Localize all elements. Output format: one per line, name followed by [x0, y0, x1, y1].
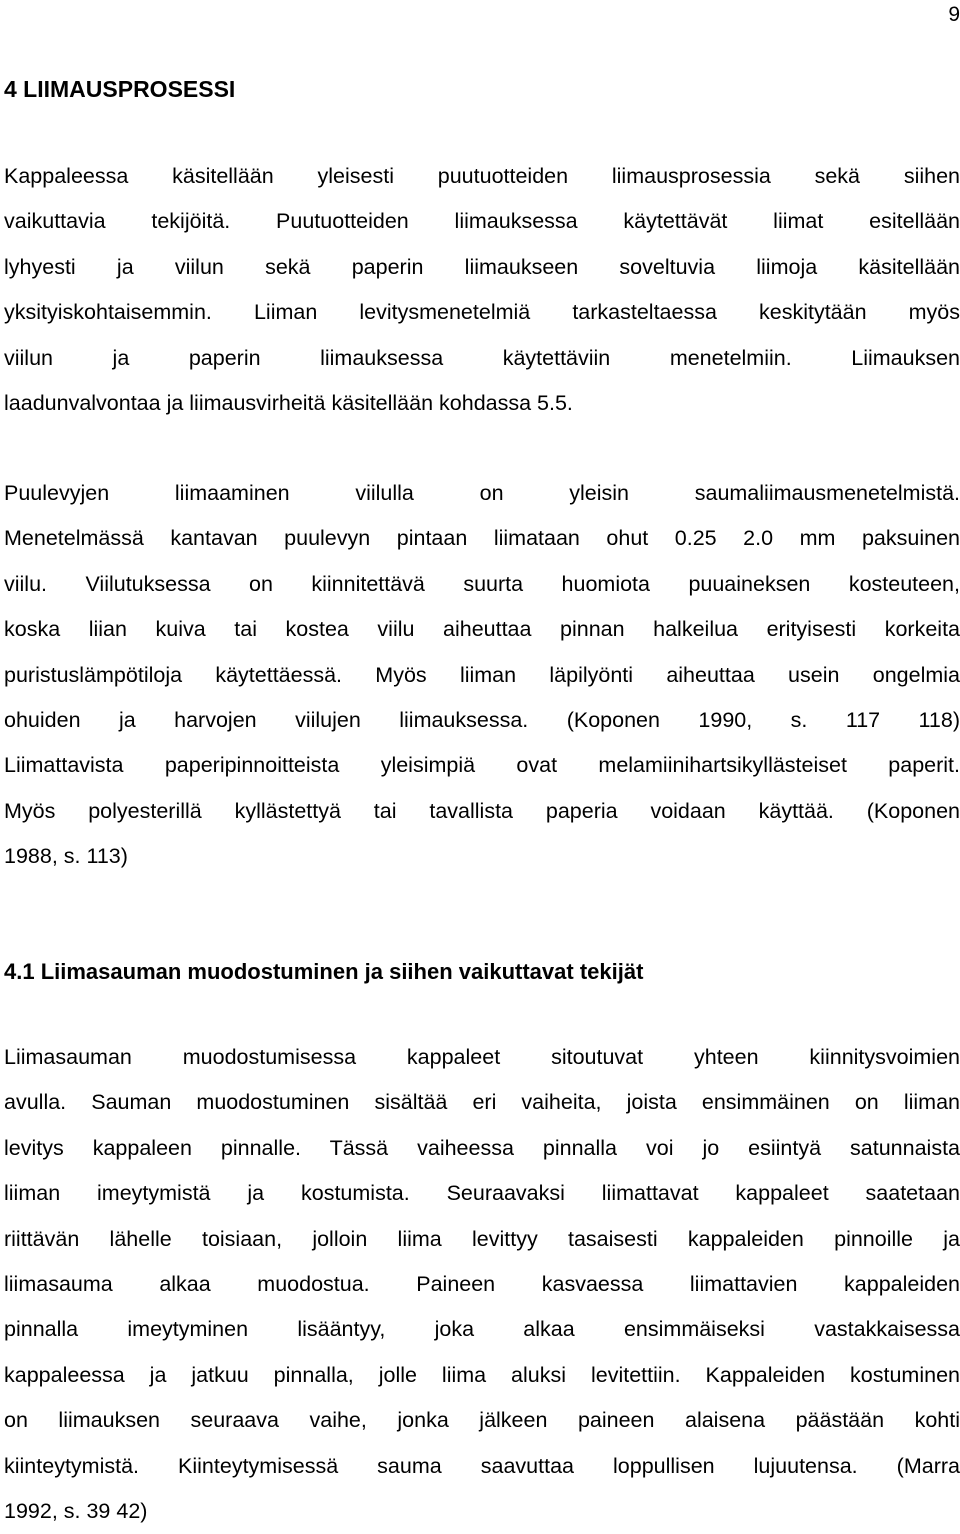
paragraph-line: on liimauksen seuraava vaihe, jonka jälkeen paineen alaisena päästään kohti	[4, 1408, 960, 1433]
paragraph-line: Puulevyjen liimaaminen viilulla on yleisin saumaliimausmenetelmistä.	[4, 481, 960, 505]
paragraph-line: Liimasauman muodostumisessa kappaleet sitoutuvat yhteen kiinnitysvoimien	[4, 1045, 960, 1069]
paragraph-line: 1992, s. 39 42)	[4, 1498, 148, 1523]
paragraph-line: viilun ja paperin liimauksessa käytettäviin menetelmiin. Liimauksen	[4, 345, 960, 370]
page-number: 9	[948, 3, 960, 26]
paragraph-line: kappaleessa ja jatkuu pinnalla, jolle liima aluksi levitettiin. Kappaleiden kostuminen	[4, 1362, 960, 1387]
veneer-paragraph	[4, 471, 960, 880]
paragraph-line: pinnalla imeytyminen lisääntyy, joka alkaa ensimmäiseksi vastakkaisessa	[4, 1317, 960, 1342]
section-title: 4.1 Liimasauman muodostuminen ja siihen vaikuttavat tekijät	[4, 959, 644, 984]
paragraph-line: viilu. Viilutuksessa on kiinnitettävä suurta huomiota puuaineksen kosteuteen,	[4, 571, 960, 596]
paragraph-line: koska liian kuiva tai kostea viilu aiheuttaa pinnan halkeilua erityisesti korkeita	[4, 617, 960, 642]
intro-paragraph	[4, 154, 960, 426]
paragraph-line: Myös polyesterillä kyllästettyä tai tavallista paperia voidaan käyttää. (Koponen	[4, 798, 960, 823]
paragraph-line: avulla. Sauman muodostuminen sisältää eri vaiheita, joista ensimmäinen on liiman	[4, 1090, 960, 1115]
paragraph-line: kiinteytymistä. Kiinteytymisessä sauma saavuttaa loppullisen lujuutensa. (Marra	[4, 1453, 960, 1478]
paragraph-line: laadunvalvontaa ja liimausvirheitä käsitellään kohdassa 5.5.	[4, 390, 573, 415]
paragraph-line: ohuiden ja harvojen viilujen liimauksessa. (Koponen 1990, s. 117 118)	[4, 707, 960, 732]
paragraph-line: Kappaleessa käsitellään yleisesti puutuotteiden liimausprosessia sekä siihen	[4, 164, 960, 188]
chapter-title: 4 LIIMAUSPROSESSI	[4, 76, 236, 102]
paragraph-line: yksityiskohtaisemmin. Liiman levitysmenetelmiä tarkasteltaessa keskitytään myös	[4, 300, 960, 325]
section-paragraph	[4, 1035, 960, 1534]
paragraph-line: liiman imeytymistä ja kostumista. Seuraavaksi liimattavat kappaleet saatetaan	[4, 1181, 960, 1206]
paragraph-line: vaikuttavia tekijöitä. Puutuotteiden liimauksessa käytettävät liimat esitellään	[4, 209, 960, 234]
paragraph-line: riittävän lähelle toisiaan, jolloin liima levittyy tasaisesti kappaleiden pinnoille ja	[4, 1226, 960, 1251]
paragraph-line: Liimattavista paperipinnoitteista yleisimpiä ovat melamiinihartsikyllästeiset paperit.	[4, 753, 960, 778]
paragraph-line: Menetelmässä kantavan puulevyn pintaan liimataan ohut 0.25 2.0 mm paksuinen	[4, 526, 960, 551]
paragraph-line: 1988, s. 113)	[4, 844, 128, 869]
paragraph-line: liimasauma alkaa muodostua. Paineen kasvaessa liimattavien kappaleiden	[4, 1271, 960, 1296]
paragraph-line: levitys kappaleen pinnalle. Tässä vaiheessa pinnalla voi jo esiintyä satunnaista	[4, 1135, 960, 1160]
paragraph-line: lyhyesti ja viilun sekä paperin liimaukseen soveltuvia liimoja käsitellään	[4, 254, 960, 279]
paragraph-line: puristuslämpötiloja käytettäessä. Myös liiman läpilyönti aiheuttaa usein ongelmia	[4, 662, 960, 687]
